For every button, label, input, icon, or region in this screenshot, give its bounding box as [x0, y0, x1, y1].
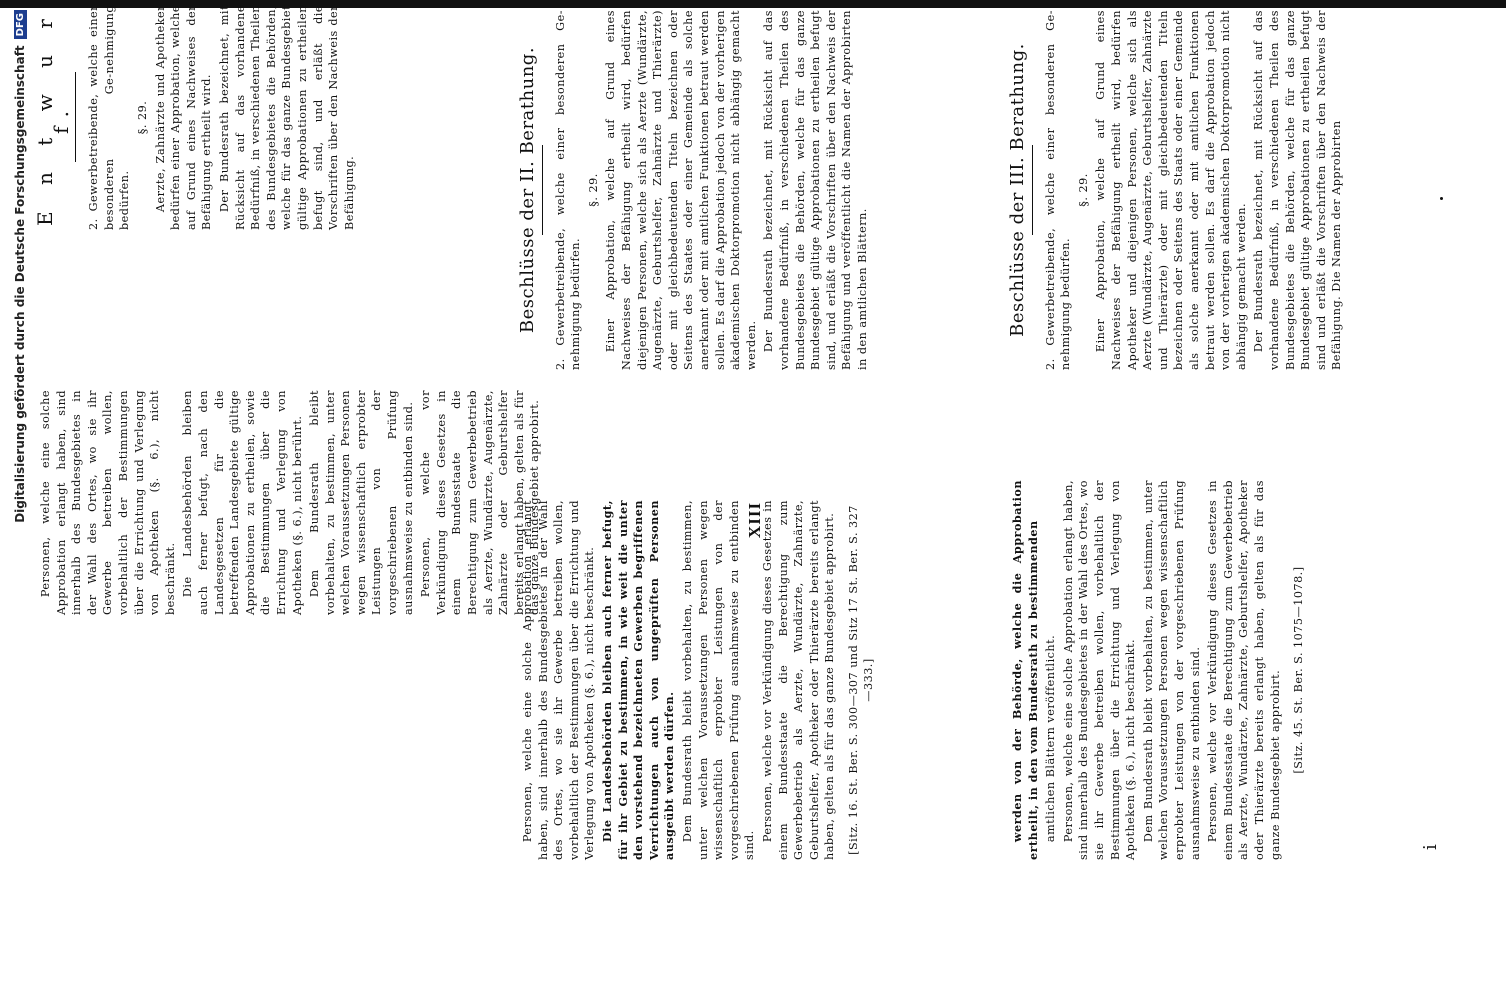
paragraph: amtlichen Blättern veröffentlicht. [1044, 634, 1058, 843]
footer-text: Digitalisierung gefördert durch die Deutsche Forschungsgemeinschaft [13, 45, 27, 523]
session-reference: [Sitz. 45. St. Ber. S. 1075—1078.] [1292, 566, 1306, 774]
column-entwurf-cont [38, 390, 542, 615]
column-heading: Beschlüsse der II. Berathung. [517, 46, 538, 334]
divider [1032, 145, 1033, 235]
divider [75, 73, 76, 163]
paragraph: Aerzte, Zahnärzte und Apotheker bedürfen einer Approbation, welche auf Grund eines Nachweises der Befähigung ertheilt wird. [153, 5, 214, 230]
paragraph: Die Landesbehörden bleiben auch ferner befugt, nach den Landesgesetzen für die betreffenden Landesgebiete gültige Approbationen zu ertheilen, sowie die Bestimmungen über die Errichtung und Verlegung von Apotheken (§. 6.), nicht berührt. [181, 390, 304, 615]
paragraph: Einer Approbation, welche auf Grund eines Nachweises der Befähigung ertheilt wird, bedürfen Apotheker und diejenigen Personen, welche sich als Aerzte (Wundärzte, Augenärzte, Geburtshelfer, Zahnärzte und Thierärzte) oder mit gleichbedeutenden Titeln bezeichnen oder Seitens des Staats oder einer Gemeinde als solche anerkannt oder mit amtlichen Funktionen betraut werden sollen. Es darf die Approbation jedoch von der vorherigen akademischen Doktorpromotion nicht abhängig gemacht werden. [1094, 10, 1248, 370]
item-heading: 2. Gewerbetreibende, welche einer besonderen Ge-nehmigung bedürfen. [1043, 10, 1073, 370]
paragraph: Personen, welche vor Verkündigung dieses Gesetzes in einem Bundesstaate die Berechtigung zum Gewerbebetrieb als Aerzte, Wundärzte, Zahnärzte, Geburtshelfer, Apotheker oder Thierärzte bereits erlangt haben, gelten als für das ganze Bundesgebiet approbirt. [760, 500, 837, 860]
column-heading: Beschlüsse der III. Berathung. [1007, 43, 1028, 337]
page-number: XIII [745, 501, 764, 539]
dfg-logo: DFG [14, 10, 27, 39]
column-entwurf [33, 5, 458, 230]
paragraph: Der Bundesrath bezeichnet, mit Rücksicht auf das vorhandene Bedürfniß, in verschiedenen Theilen des Bundesgebietes die Behörden, welche für das ganze Bundesgebiet gültige Approbationen zu ertheilen befugt sind und erläßt die Vorschriften über den Nachweis der Befähigung. Die Namen der Approbirten [1252, 10, 1344, 370]
session-reference: [Sitz. 16. St. Ber. S. 300—307 und Sitz 17 St. Ber. S. 327—333.] [846, 505, 876, 855]
item-heading: 2. Gewerbetreibende, welche einer besonderen Ge-nehmigung bedürfen. [553, 10, 583, 370]
column-second-reading-cont [520, 500, 1000, 860]
paragraph: Dem Bundesrath bleibt vorbehalten, zu bestimmen, unter welchen Voraussetzungen Personen wegen wissenschaftlich erprobter Leistungen von der vorgeschriebenen Prüfung ausnahmsweise zu entbinden sind. [680, 500, 757, 860]
paragraph: Personen, welche eine solche Approbation erlangt haben, sind innerhalb des Bundesgebietes in der Wahl des Ortes, wo sie ihr Gewerbe betreiben wollen, vorbehaltlich der Bestimmungen über die Errichtung und Verlegung von Apotheken (§. 6.), nicht beschränkt. [39, 390, 177, 615]
paragraph: Dem Bundesrath bleibt vorbehalten, zu bestimmen, unter welchen Voraussetzungen Personen wegen wissenschaftlich erprobter Leistungen von der vorgeschriebenen Prüfung ausnahmsweise zu entbinden sind. [1141, 480, 1202, 860]
column-third-reading-cont [1010, 480, 1490, 860]
stray-mark: i [1420, 844, 1441, 850]
paragraph: Personen, welche vor Verkündigung dieses Gesetzes in einem Bundesstaate die Berechtigung zum Gewerbebetrieb als Aerzte, Wundärzte, Augenärzte, Zahnärzte oder Geburtshelfer bereits erlangt haben, gelten als für das ganze Bundesgebiet approbirt. [419, 390, 542, 615]
section-number: §. 29. [1076, 173, 1090, 207]
paragraph: Personen, welche eine solche Approbation erlangt haben, sind innerhalb des Bundesgebietes in der Wahl des Ortes, wo sie ihr Gewerbe betreiben wollen, vorbehaltlich der Bestimmungen über die Errichtung und Verlegung von Apotheken (§. 6.), nicht beschränkt. [1061, 480, 1138, 860]
paragraph: Dem Bundesrath bleibt vorbehalten, zu bestimmen, unter welchen Voraussetzungen Personen wegen wissenschaftlich erprobter Leistungen von der vorgeschriebenen Prüfung ausnahmsweise zu entbinden sind. [308, 390, 415, 615]
speck [1440, 197, 1443, 200]
divider [542, 145, 543, 235]
paragraph: Der Bundesrath bezeichnet, mit Rücksicht auf das vorhandene Bedürfniß, in verschiedenen Theilen des Bundesgebietes die Behörden, welche für das ganze Bundesgebiet gültige Approbationen zu ertheilen befugt sind, und erläßt die Vorschriften über den Nachweis der Befähigung und veröffentlicht die Namen der Approbirten in den amtlichen Blättern. [762, 10, 869, 370]
paragraph-emphasis: werden von der Behörde, welche die Approbation ertheilt, in den vom Bundesrath zu bestimmenden [1010, 480, 1040, 860]
paragraph: Einer Approbation, welche auf Grund eines Nachweises der Befähigung ertheilt wird, bedürfen diejenigen Personen, welche sich als Aerzte (Wundärzte, Augenärzte, Geburtshelfer, Zahnärzte und Thierärzte) oder mit gleichbedeutenden Titeln bezeichnen oder Seitens des Staates oder einer Gemeinde als solche anerkannt oder mit amtlichen Funktionen betraut werden sollen. Es darf die Approbation jedoch von der vorherigen akademischen Doktorpromotion nicht abhängig gemacht werden. [604, 10, 758, 370]
item-heading: 2. Gewerbetreibende, welche einer besonderen Ge-nehmigung bedürfen. [87, 5, 132, 230]
section-number: §. 29. [586, 173, 600, 207]
paragraph: Personen, welche eine solche Approbation erlangt haben, sind innerhalb des Bundesgebietes in der Wahl des Ortes, wo sie ihr Gewerbe betreiben wollen, vorbehaltlich der Bestimmungen über die Errichtung und Verlegung von Apotheken (§. 6.), nicht beschränkt. [521, 500, 597, 860]
paragraph: Der Bundesrath bezeichnet, mit Rücksicht auf das vorhandene Bedürfniß, in verschiedenen Theilen des Bundesgebietes die Behörden, welche für das ganze Bundesgebiet gültige Approbationen zu ertheilen befugt sind, und erläßt die Vorschriften über den Nachweis der Befähigung. [217, 5, 356, 230]
column-third-reading [1007, 10, 1490, 370]
paragraph: Personen, welche vor Verkündigung dieses Gesetzes in einem Bundesstaate die Berechtigung zum Gewerbebetrieb als Aerzte, Wundärzte, Zahnärzte, Geburtshelfer, Apotheker oder Thierärzte bereits erlangt haben, gelten als für das ganze Bundesgebiet approbirt. [1206, 480, 1282, 860]
column-title: E n t w u r f. [33, 9, 73, 226]
column-second-reading [517, 10, 960, 370]
digitization-footer [8, 0, 32, 1000]
section-number: §. 29. [135, 100, 149, 135]
paragraph-emphasis: Die Landesbehörden bleiben auch ferner befugt, für ihr Gebiet zu bestimmen, in wie weit die unter den vorstehend bezeichneten Gewerben begriffenen Verrichtungen auch von ungeprüften Personen ausgeübt werden dürfen. [599, 500, 677, 860]
